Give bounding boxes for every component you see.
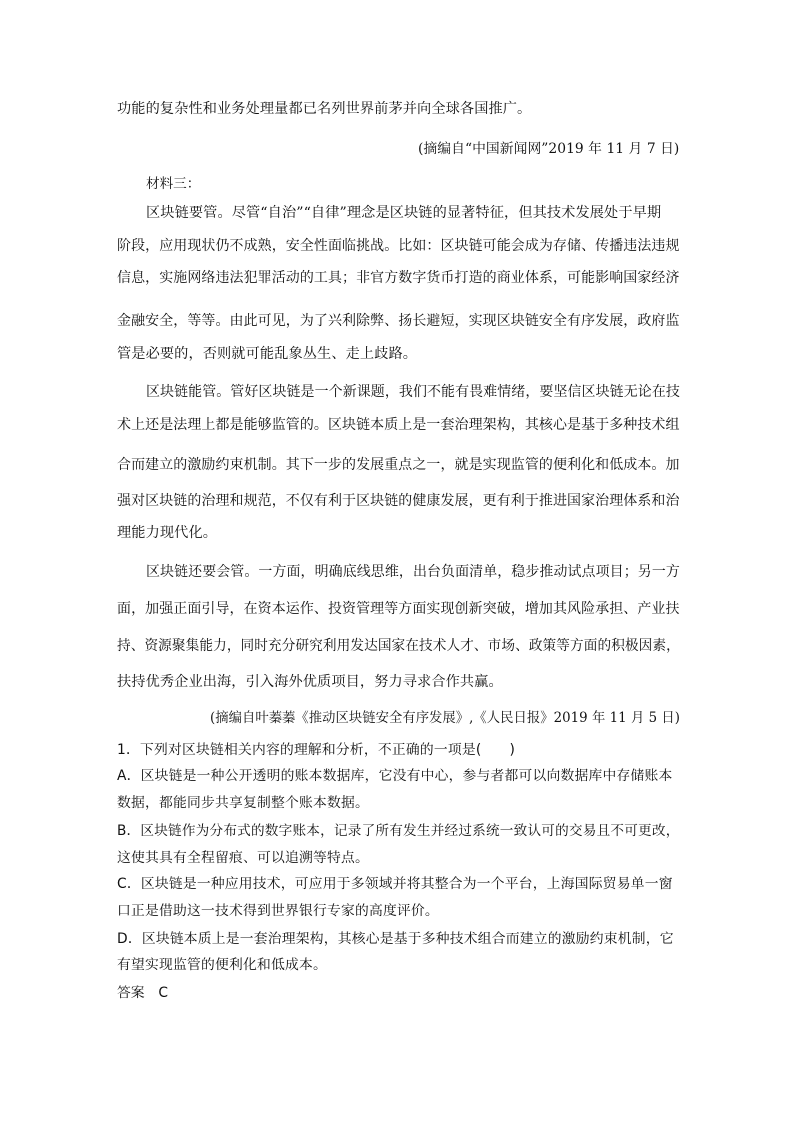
paragraph-2-line-2: 术上还是法理上都是能够监管的。区块链本质上是一套治理架构，其核心是基于多种技术组 bbox=[117, 417, 680, 433]
option-d-line-2: 有望实现监管的便利化和低成本。 bbox=[117, 957, 327, 973]
paragraph-3-line-1: 区块链还要会管。一方面，明确底线思维，出台负面清单，稳步推动试点项目；另一方 bbox=[146, 564, 680, 580]
material-3-label: 材料三： bbox=[146, 176, 201, 192]
paragraph-3-line-4: 扶持优秀企业出海，引入海外优质项目，努力寻求合作共赢。 bbox=[117, 674, 503, 690]
paragraph-2-line-4: 强对区块链的治理和规范，不仅有利于区块链的健康发展，更有利于推进国家治理体系和治 bbox=[117, 493, 680, 509]
option-a-line-2: 数据，都能同步共享复制整个账本数据。 bbox=[117, 795, 369, 811]
option-c-line-2: 口正是借助这一技术得到世界银行专家的高度评价。 bbox=[117, 903, 439, 919]
option-a-line-1: A．区块链是一种公开透明的账本数据库，它没有中心，参与者都可以向数据库中存储账本 bbox=[117, 768, 673, 784]
paragraph-3-line-2: 面，加强正面引导，在资本运作、投资管理等方面实现创新突破，增加其风险承担、产业扶 bbox=[117, 601, 680, 617]
option-b-line-1: B．区块链作为分布式的数字账本，记录了所有发生并经过系统一致认可的交易且不可更改， bbox=[117, 823, 680, 839]
paragraph-1-line-1: 区块链要管。尽管“自治”“自律”理念是区块链的显著特征，但其技术发展处于早期 bbox=[146, 205, 662, 221]
paragraph-1-line-5: 管是必要的，否则就可能乱象丛生、走上歧路。 bbox=[117, 346, 418, 362]
source-citation-1: (摘编自“中国新闻网”2019 年 11 月 7 日) bbox=[418, 141, 680, 157]
paragraph-3-line-3: 持、资源聚集能力，同时充分研究利用发达国家在技术人才、市场、政策等方面的积极因素， bbox=[117, 638, 680, 654]
paragraph-1-line-2: 阶段，应用现状仍不成熟，安全性面临挑战。比如：区块链可能会成为存储、传播违法违规 bbox=[117, 238, 680, 254]
paragraph-2-line-1: 区块链能管。管好区块链是一个新课题，我们不能有畏难情绪，要坚信区块链无论在技 bbox=[146, 384, 680, 400]
paragraph-1-line-3: 信息，实施网络违法犯罪活动的工具；非官方数字货币打造的商业体系，可能影响国家经济 bbox=[117, 270, 680, 286]
continuation-line: 功能的复杂性和业务处理量都已名列世界前茅并向全球各国推广。 bbox=[117, 101, 532, 117]
paragraph-2-line-5: 理能力现代化。 bbox=[117, 525, 218, 541]
answer-line: 答案 C bbox=[117, 985, 169, 1001]
source-citation-2: (摘编自叶蓁蓁《推动区块链安全有序发展》,《人民日报》2019 年 11 月 5 日) bbox=[210, 710, 681, 726]
option-c-line-1: C．区块链是一种应用技术，可应用于多领域并将其整合为一个平台，上海国际贸易单一窗 bbox=[117, 876, 673, 892]
question-stem: 1．下列对区块链相关内容的理解和分析，不正确的一项是( ) bbox=[117, 742, 516, 758]
option-d-line-1: D．区块链本质上是一套治理架构，其核心是基于多种技术组合而建立的激励约束机制，它 bbox=[117, 931, 674, 947]
paragraph-2-line-3: 合而建立的激励约束机制。其下一步的发展重点之一，就是实现监管的便利化和低成本。加 bbox=[117, 457, 680, 473]
option-b-line-2: 这使其具有全程留痕、可以追溯等特点。 bbox=[117, 850, 369, 866]
paragraph-1-line-4: 金融安全，等等。由此可见，为了兴利除弊、扬长避短，实现区块链安全有序发展，政府监 bbox=[117, 313, 680, 329]
